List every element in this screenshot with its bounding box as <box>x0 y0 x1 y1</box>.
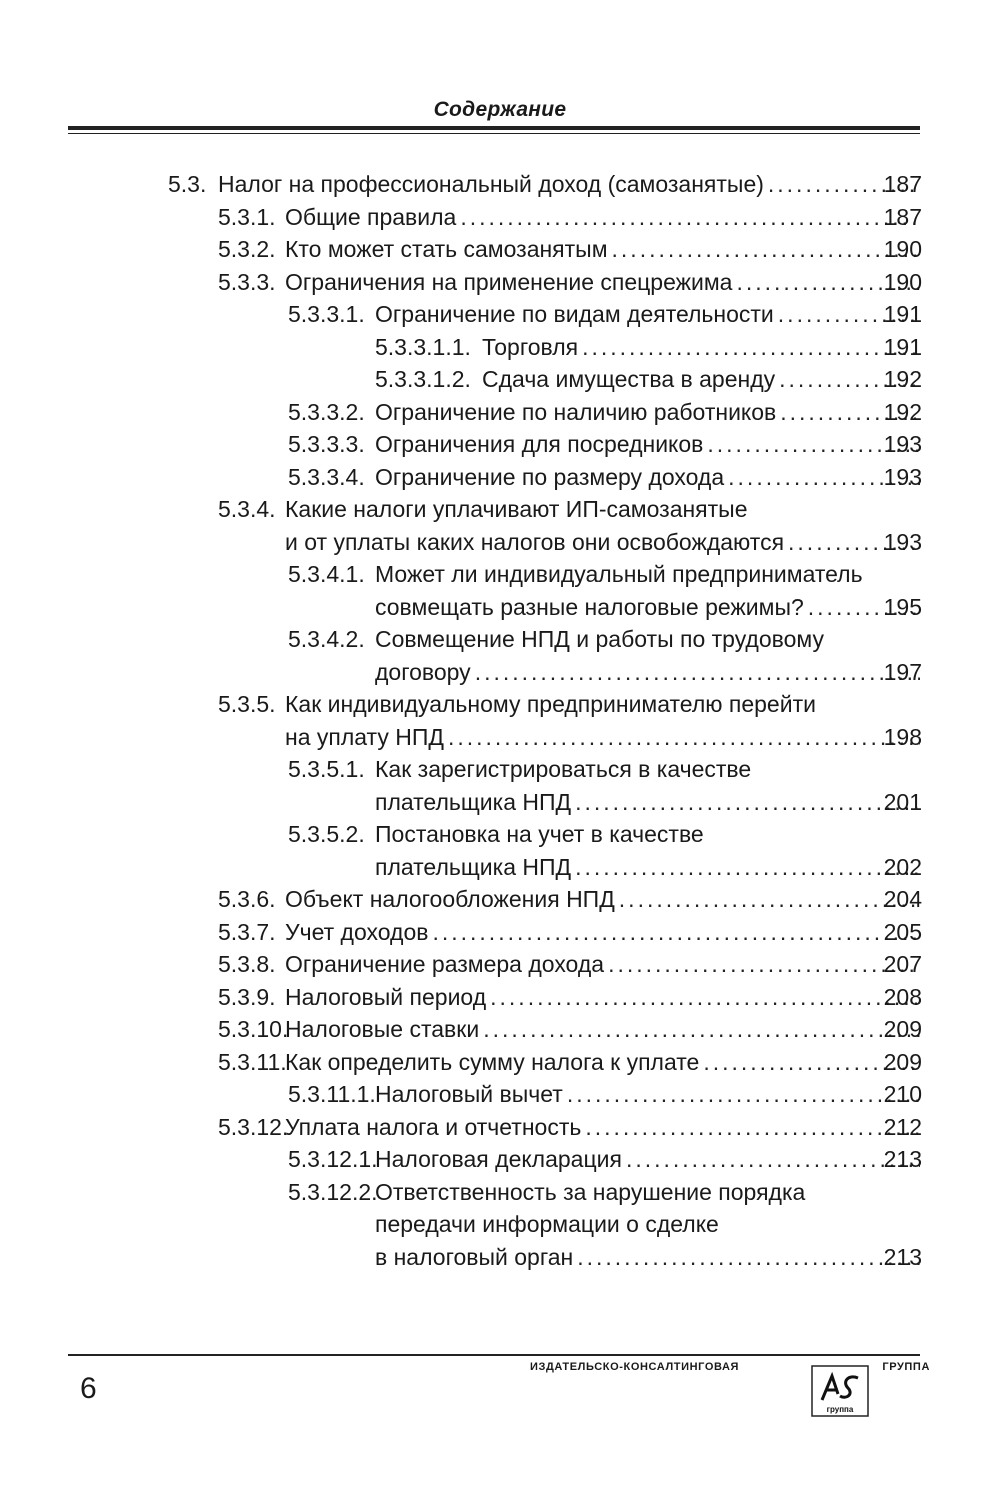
toc-entry-number: 5.3.2. <box>218 236 276 262</box>
toc-entry-page: 198 <box>883 723 922 750</box>
toc-entry-number: 5.3.12.2. <box>288 1178 378 1205</box>
toc-entry-number: 5.3.10. <box>218 1016 289 1042</box>
toc-entry-title: Может ли индивидуальный предприниматель <box>375 561 863 587</box>
toc-entry-title: передачи информации о сделке <box>375 1211 719 1237</box>
toc-entry-line[interactable] <box>0 1078 1000 1111</box>
toc-entry-line[interactable] <box>0 883 1000 916</box>
toc-entry-title: Какие налоги уплачивают ИП-самозанятые <box>285 496 748 522</box>
toc-entry-line[interactable] <box>0 623 1000 656</box>
toc-entry-title: Ответственность за нарушение порядка <box>375 1178 806 1205</box>
page-number: 6 <box>80 1372 97 1405</box>
toc-entry-number: 5.3.3. <box>218 268 276 295</box>
toc-entry-page: 207 <box>883 951 922 977</box>
toc-entry-title: Ограничение по наличию работников <box>375 398 777 425</box>
toc-entry-page: 204 <box>883 886 922 912</box>
toc-dot-leader <box>444 721 920 754</box>
toc-entry-line[interactable] <box>0 1241 1000 1274</box>
toc-entry-line[interactable] <box>0 331 1000 364</box>
toc-entry-number: 5.3.3.1.1. <box>375 333 471 360</box>
toc-entry-line[interactable] <box>0 916 1000 949</box>
toc-entry-title: в налоговый орган <box>375 1243 574 1270</box>
toc-entry-page: 208 <box>883 983 922 1010</box>
publisher-name-right: ГРУППА <box>882 1361 930 1373</box>
toc-entry-page: 210 <box>883 1081 922 1107</box>
toc-entry-line[interactable] <box>0 396 1000 429</box>
toc-entry-line[interactable] <box>0 721 1000 754</box>
toc-entry-page: 201 <box>883 788 922 815</box>
toc-entry-line[interactable] <box>0 851 1000 884</box>
toc-entry-number: 5.3.9. <box>218 983 276 1010</box>
toc-entry-title: Налоговый вычет <box>375 1081 563 1107</box>
toc-entry-title: Общие правила <box>285 203 457 230</box>
toc-entry-title: Ограничения для посредников <box>375 431 704 457</box>
toc-entry-number: 5.3.3.1.2. <box>375 366 471 392</box>
toc-entry-line[interactable] <box>0 786 1000 819</box>
toc-entry-number: 5.3.3.2. <box>288 398 365 425</box>
toc-entry-line[interactable] <box>0 753 1000 786</box>
toc-entry-page: 202 <box>883 853 922 880</box>
toc-entry-line[interactable] <box>0 428 1000 461</box>
toc-entry-line[interactable] <box>0 266 1000 299</box>
toc-entry-title: Налоговый период <box>285 983 487 1010</box>
toc-entry-page: 209 <box>883 1016 922 1042</box>
toc-entry-line[interactable] <box>0 1143 1000 1176</box>
toc-entry-title: Учет доходов <box>285 918 429 945</box>
toc-entry-line[interactable] <box>0 233 1000 266</box>
toc-entry-page: 190 <box>883 268 922 295</box>
toc-entry-page: 187 <box>883 171 922 197</box>
toc-entry-title: Уплата налога и отчетность <box>285 1113 582 1140</box>
toc-entry-title: Налоговая декларация <box>375 1146 622 1172</box>
toc-entry-page: 209 <box>883 1048 922 1075</box>
toc-entry-title: Ограничение по размеру дохода <box>375 463 725 490</box>
toc-entry-line[interactable] <box>0 1013 1000 1046</box>
toc-entry-page: 190 <box>883 236 922 262</box>
toc-entry-line[interactable] <box>0 981 1000 1014</box>
toc-entry-number: 5.3.12. <box>218 1113 289 1140</box>
toc-dot-leader <box>428 916 920 949</box>
toc-entry-page: 197 <box>883 658 922 685</box>
toc-entry-title: Налоговые ставки <box>285 1016 480 1042</box>
toc-entry-title: совмещать разные налоговые режимы? <box>375 593 804 620</box>
toc-entry-number: 5.3.1. <box>218 203 276 230</box>
toc-entry-number: 5.3.5. <box>218 691 276 717</box>
toc-entry-title: Объект налогообложения НПД <box>285 886 615 912</box>
toc-entry-page: 195 <box>883 593 922 620</box>
toc-entry-title: Торговля <box>482 333 579 360</box>
table-of-contents <box>0 168 1000 1273</box>
toc-entry-line[interactable] <box>0 461 1000 494</box>
toc-entry-number: 5.3.3.1. <box>288 301 365 327</box>
toc-entry-number: 5.3.3.4. <box>288 463 365 490</box>
toc-entry-line[interactable] <box>0 1111 1000 1144</box>
toc-entry-page: 213 <box>883 1146 922 1172</box>
toc-entry-title: Ограничение размера дохода <box>285 951 605 977</box>
toc-entry-line[interactable] <box>0 1046 1000 1079</box>
toc-entry-line[interactable] <box>0 363 1000 396</box>
toc-entry-title: Ограничения на применение спецрежима <box>285 268 733 295</box>
toc-entry-page: 192 <box>883 398 922 425</box>
toc-entry-page: 213 <box>883 1243 922 1270</box>
toc-entry-number: 5.3.6. <box>218 886 276 912</box>
toc-entry-line[interactable] <box>0 201 1000 234</box>
toc-entry-line[interactable] <box>0 591 1000 624</box>
toc-entry-number: 5.3. <box>168 171 207 197</box>
toc-entry-line[interactable] <box>0 558 1000 591</box>
running-header-title: Содержание <box>433 98 567 121</box>
header-rule-thick <box>68 126 920 130</box>
toc-entry-title: плательщика НПД <box>375 853 572 880</box>
toc-entry-title: и от уплаты каких налогов они освобождаются <box>285 528 785 555</box>
toc-entry-title: Кто может стать самозанятым <box>285 236 608 262</box>
toc-entry-page: 193 <box>883 528 922 555</box>
toc-entry-number: 5.3.11.1. <box>288 1081 376 1107</box>
toc-entry-number: 5.3.4.2. <box>288 626 365 652</box>
toc-entry-line[interactable] <box>0 818 1000 851</box>
publisher-imprint <box>530 1361 930 1421</box>
toc-entry-page: 191 <box>883 301 922 327</box>
toc-entry-number: 5.3.5.2. <box>288 821 365 847</box>
toc-entry-number: 5.3.3.3. <box>288 431 365 457</box>
publisher-logo-text: группа <box>826 1405 854 1414</box>
toc-entry-title: Совмещение НПД и работы по трудовому <box>375 626 824 652</box>
toc-entry-title: договору <box>375 658 471 685</box>
toc-entry-number: 5.3.11. <box>218 1048 287 1075</box>
toc-entry-title: Налог на профессиональный доход (самозанятые) <box>218 171 764 197</box>
toc-entry-page: 193 <box>883 431 922 457</box>
toc-entry-number: 5.3.5.1. <box>288 756 365 782</box>
toc-entry-number: 5.3.4. <box>218 496 276 522</box>
toc-entry-line[interactable] <box>0 688 1000 721</box>
toc-entry-title: Сдача имущества в аренду <box>482 366 776 392</box>
toc-entry-title: Постановка на учет в качестве <box>375 821 704 847</box>
toc-entry-title: Ограничение по видам деятельности <box>375 301 774 327</box>
toc-dot-leader <box>471 656 920 689</box>
toc-entry-page: 205 <box>883 918 922 945</box>
toc-dot-leader <box>486 981 920 1014</box>
toc-entry-title: на уплату НПД <box>285 723 444 750</box>
toc-entry-page: 192 <box>883 366 922 392</box>
toc-dot-leader <box>456 201 920 234</box>
toc-entry-title: Как зарегистрироваться в качестве <box>375 756 752 782</box>
toc-entry-number: 5.3.8. <box>218 951 276 977</box>
toc-entry-title: плательщика НПД <box>375 788 572 815</box>
toc-entry-line[interactable] <box>0 298 1000 331</box>
header-rule-thin <box>68 133 920 134</box>
toc-entry-page: 187 <box>883 203 922 230</box>
toc-entry-line[interactable] <box>0 948 1000 981</box>
toc-entry-page: 193 <box>883 463 922 490</box>
toc-entry-number: 5.3.7. <box>218 918 276 945</box>
footer-rule <box>68 1354 920 1356</box>
toc-entry-title: Как определить сумму налога к уплате <box>285 1048 700 1075</box>
toc-entry-line[interactable] <box>0 493 1000 526</box>
toc-entry-line[interactable] <box>0 1208 1000 1241</box>
publisher-logo-icon <box>808 1364 872 1418</box>
toc-entry-line[interactable] <box>0 168 1000 201</box>
toc-entry-page: 212 <box>883 1113 922 1140</box>
publisher-name-left: ИЗДАТЕЛЬСКО-КОНСАЛТИНГОВАЯ <box>530 1361 740 1373</box>
toc-entry-line[interactable] <box>0 526 1000 559</box>
toc-entry-line[interactable] <box>0 656 1000 689</box>
toc-entry-number: 5.3.4.1. <box>288 561 365 587</box>
toc-entry-number: 5.3.12.1. <box>288 1146 378 1172</box>
toc-entry-line[interactable] <box>0 1176 1000 1209</box>
toc-entry-page: 191 <box>883 333 922 360</box>
toc-dot-leader <box>479 1013 920 1046</box>
toc-entry-title: Как индивидуальному предпринимателю перейти <box>285 691 816 717</box>
